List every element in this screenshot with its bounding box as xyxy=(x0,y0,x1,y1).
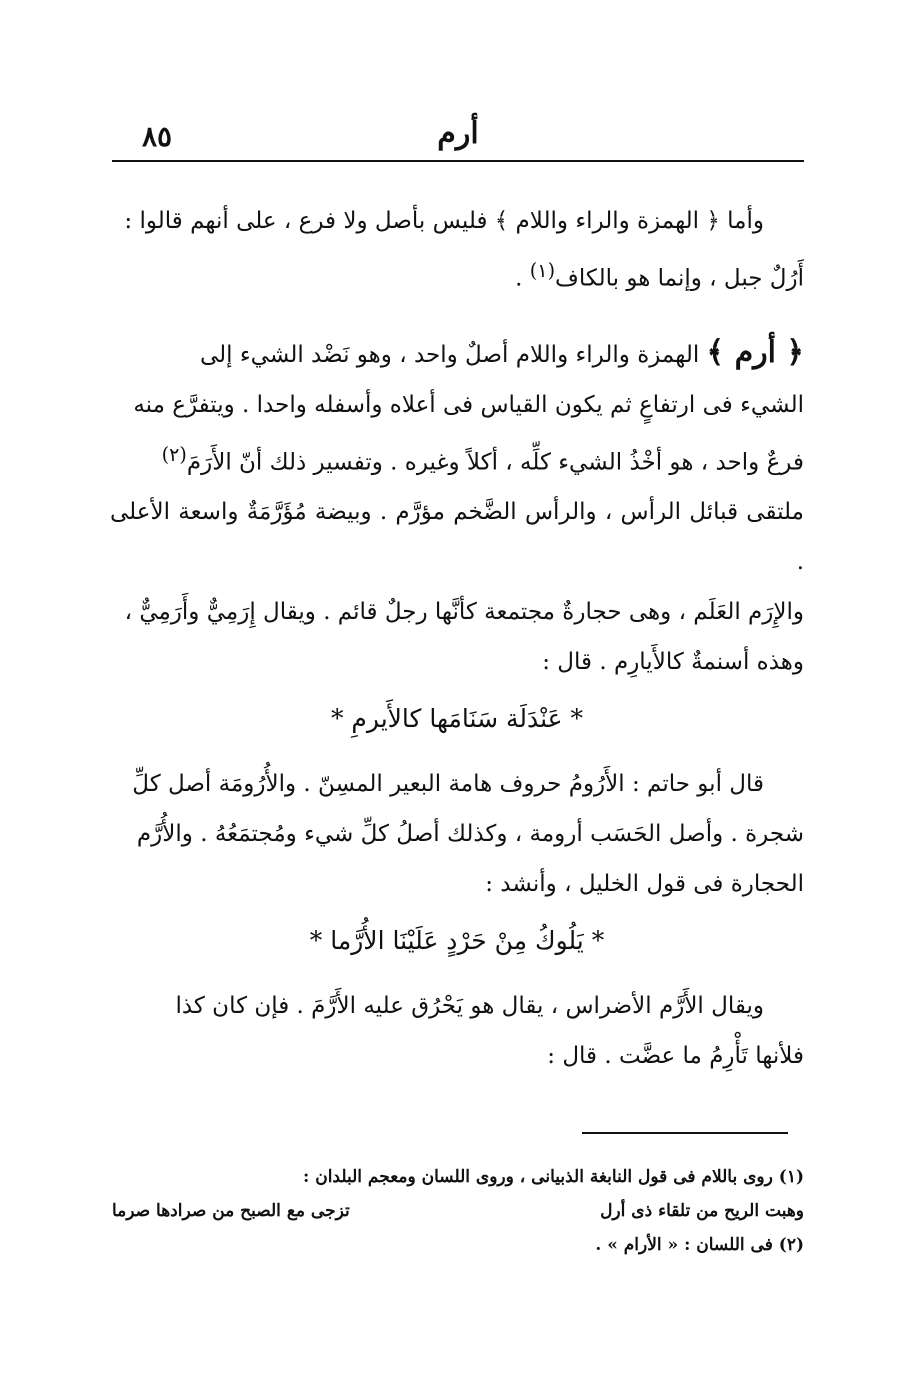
text-line: فلأنها تَأْرِمُ ما عضَّت . قال : xyxy=(547,1043,804,1070)
verse-hemistich-first: وهبت الريح من تلقاء ذى أرل xyxy=(600,1201,804,1221)
text-line: ويقال الأَرَّم الأضراس ، يقال هو يَحْرُق عليه الأَرَّمَ . فإن كان كذا xyxy=(175,993,764,1020)
footnote-marker: (٢) xyxy=(161,442,187,466)
header-rule xyxy=(112,160,804,162)
text-line: شجرة . وأصل الحَسَب أرومة ، وكذلك أصلُ كلِّ شيء ومُجتمَعُهُ . والأُرَّم xyxy=(136,821,804,848)
footnote-2: (٢) فى اللسان : « الأرام » . xyxy=(595,1235,804,1255)
text-line: . xyxy=(515,265,530,292)
paragraph-abu-hatim xyxy=(110,759,804,909)
main-text xyxy=(110,196,804,1081)
paragraph-entry xyxy=(110,328,804,688)
footnote-1-verse xyxy=(112,1194,804,1228)
footnotes xyxy=(112,1160,804,1262)
paragraph-adras xyxy=(110,981,804,1081)
text-line: الهمزة والراء واللام أصلٌ واحد ، وهو نَضْد الشيء إلى xyxy=(199,341,700,368)
verse-hemistich-second: تزجى مع الصبح من صرادها صرما xyxy=(112,1201,350,1221)
text-line: أَرُلٌ جبل ، وإنما هو بالكاف xyxy=(555,265,804,292)
text-line: وهذه أسنمةٌ كالأَيارِم . قال : xyxy=(542,649,804,676)
text-line: قال أبو حاتم : الأَرُومُ حروف هامة البعير المسِنّ . والأُرُومَة أصل كلِّ xyxy=(132,771,764,798)
text-line: فرعٌ واحد ، هو أخْذُ الشيء كلِّه ، أكلاً وغيره . وتفسير ذلك أنّ الأَرَمَ xyxy=(186,449,804,476)
text-line: الشيء فى ارتفاعٍ ثم يكون القياس فى أعلاه وأسفله واحدا . ويتفرَّع منه xyxy=(133,391,804,418)
running-head: أرم xyxy=(437,116,479,151)
page-number: ٨٥ xyxy=(142,120,173,153)
footnote-1: (١) روى باللام فى قول النابغة الذبيانى ، وروى اللسان ومعجم البلدان : xyxy=(303,1167,804,1187)
text-line: ملتقى قبائل الرأس ، والرأس الضَّخم مؤرَّم . وبيضة مُؤَرَّمَةٌ واسعة الأعلى . xyxy=(110,499,804,576)
text-line: والإِرَم العَلَم ، وهى حجارةٌ مجتمعة كأنَّها رجلٌ قائم . ويقال إِرَمِيٌّ وأَرَمِيٌّ ، xyxy=(124,599,804,626)
verse-quote: * عَنْدَلَة سَنَامَها كالأَيرمِ * xyxy=(330,704,584,734)
text-line: الحجارة فى قول الخليل ، وأنشد : xyxy=(485,871,804,898)
text-line: وأما ﴿ الهمزة والراء واللام ﴾ فليس بأصل ولا فرع ، على أنهم قالوا : xyxy=(124,208,764,234)
entry-heading: ﴿ أرم ﴾ xyxy=(706,334,804,370)
footnote-rule xyxy=(582,1132,788,1134)
verse-quote: * يَلُوكُ مِنْ حَرْدٍ عَلَيْنَا الأُرَّما * xyxy=(309,926,605,956)
paragraph-intro xyxy=(110,196,804,304)
footnote-marker: (١) xyxy=(529,259,556,282)
page-header xyxy=(112,112,804,160)
